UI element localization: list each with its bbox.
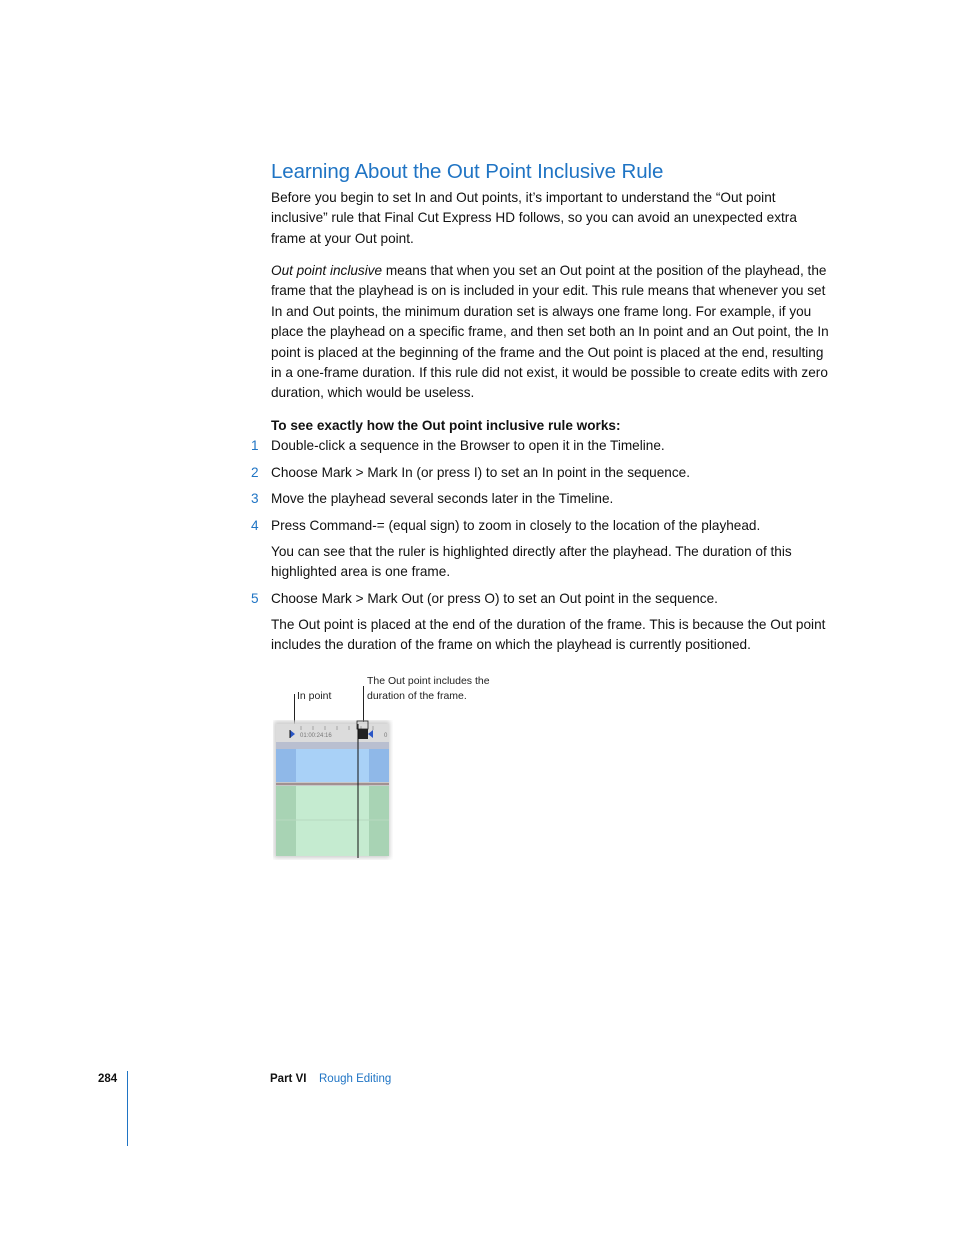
section-heading: Learning About the Out Point Inclusive Rule bbox=[271, 160, 664, 183]
step-number: 3 bbox=[251, 491, 259, 506]
step-note: The Out point is placed at the end of the duration of the frame. This is because the Out point includes the duration of the frame on which the playhead is currently positioned. bbox=[271, 617, 826, 653]
step-number: 1 bbox=[251, 438, 259, 453]
footer-part: Part VI bbox=[270, 1073, 307, 1085]
defined-term: Out point inclusive bbox=[271, 263, 383, 278]
step-note: You can see that the ruler is highlighted directly after the playhead. The duration of this highlighted area is one frame. bbox=[271, 544, 792, 580]
timeline-screenshot bbox=[273, 720, 393, 860]
step-number: 4 bbox=[251, 518, 259, 533]
in-point-callout: In point bbox=[297, 690, 332, 702]
step-text: Choose Mark > Mark In (or press I) to set an In point in the sequence. bbox=[271, 465, 690, 480]
out-point-callout: The Out point includes the duration of the frame. bbox=[367, 675, 490, 702]
ruler-timecode: 01:00:24:16 bbox=[300, 733, 332, 739]
step-text: Choose Mark > Mark Out (or press O) to set an Out point in the sequence. bbox=[271, 591, 718, 606]
step-text: Double-click a sequence in the Browser to open it in the Timeline. bbox=[271, 438, 665, 453]
timeline-figure bbox=[273, 720, 393, 860]
intro-paragraph: Before you begin to set In and Out points, it’s important to understand the “Out point inclusive” rule that Final Cut Express HD follows, so you can avoid an unexpected extra frame at your Out point. bbox=[271, 190, 797, 246]
step-number: 5 bbox=[251, 591, 259, 606]
footer-divider bbox=[127, 1071, 128, 1146]
step-number: 2 bbox=[251, 465, 259, 480]
out-point-leader-line bbox=[363, 686, 364, 722]
footer-section: Rough Editing bbox=[319, 1073, 392, 1085]
definition-paragraph bbox=[271, 261, 831, 404]
step-text: Move the playhead several seconds later in the Timeline. bbox=[271, 491, 614, 506]
playhead-frame bbox=[358, 729, 368, 739]
page-number: 284 bbox=[98, 1073, 118, 1085]
task-title: To see exactly how the Out point inclusive rule works: bbox=[271, 418, 621, 433]
ruler-next-timecode: 0 bbox=[384, 733, 388, 739]
ruler-selection-band bbox=[276, 742, 389, 749]
definition-text: means that when you set an Out point at the position of the playhead, the frame that the playhead is on is included in your edit. This rule means that whenever you set In and Out points, the minimum duration set is always one frame long. For example, if you place the playhead on a specific frame, and then set both an In point and an Out point, the In point is placed at the beginning of the frame and the Out point is placed at the end, resulting in a one-frame duration. If this rule did not exist, it would be possible to create edits with zero duration, which would be useless. bbox=[271, 263, 829, 401]
step-text: Press Command-= (equal sign) to zoom in closely to the location of the playhead. bbox=[271, 518, 761, 533]
